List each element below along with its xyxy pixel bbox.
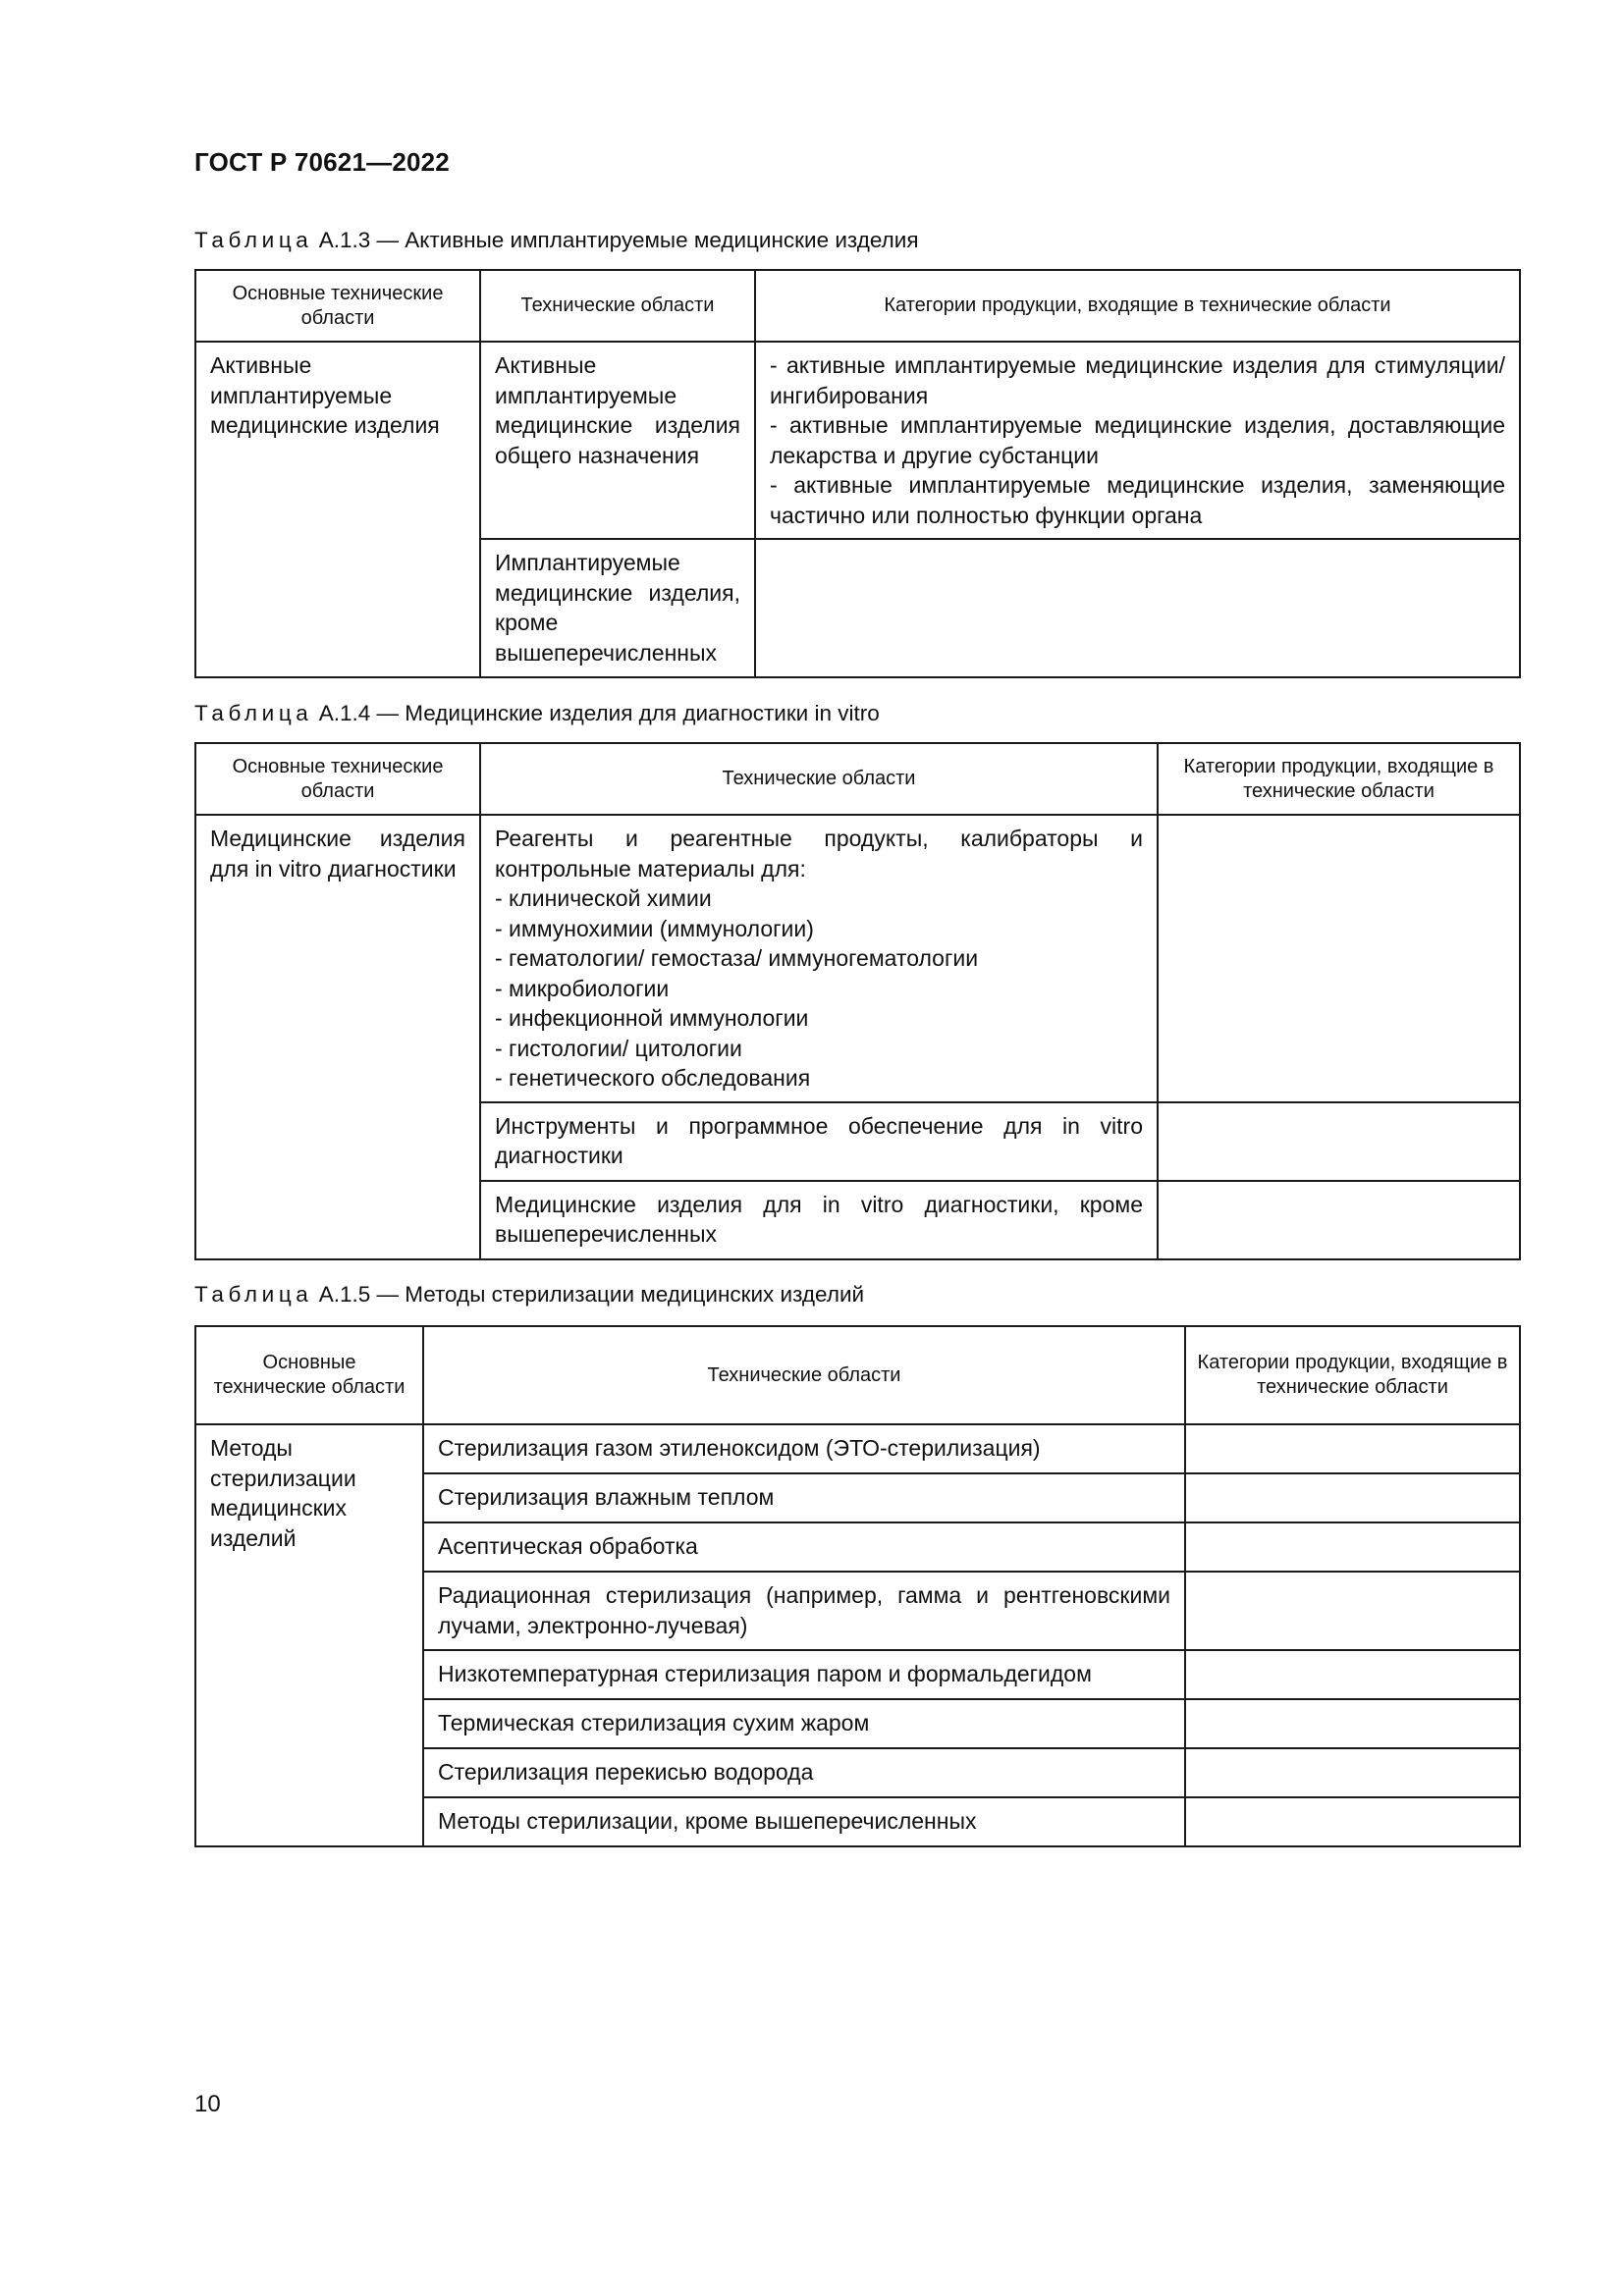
table-a15-row-area: Низкотемпературная стерилизация паром и формальдегидом bbox=[423, 1650, 1185, 1699]
table-a13-row-categories bbox=[755, 342, 1520, 539]
table-a15-row-area: Радиационная стерилизация (например, гамма и рентгеновскими лучами, электронно-лучевая) bbox=[423, 1572, 1185, 1650]
table-a15-row-categories-empty bbox=[1185, 1572, 1520, 1650]
table-a15-row-categories-empty bbox=[1185, 1699, 1520, 1748]
table-a14-row-categories-empty bbox=[1158, 1181, 1520, 1259]
table-a14 bbox=[194, 742, 1521, 1260]
table-a13-caption-prefix: Таблица bbox=[194, 228, 313, 252]
table-a13-category-item: - активные имплантируемые медицинские изделия, доставляющие лекарства и другие субстанции bbox=[770, 412, 1505, 468]
table-a13-header-main-areas: Основные технические области bbox=[195, 270, 480, 342]
table-a14-main-area-cell: Медицинские изделия для in vitro диагностики bbox=[195, 815, 480, 1259]
table-a13-header-categories: Категории продукции, входящие в технические области bbox=[755, 270, 1520, 342]
table-a13-caption-text: А.1.3 — Активные имплантируемые медицинские изделия bbox=[318, 228, 919, 252]
table-a14-caption-prefix: Таблица bbox=[194, 701, 313, 725]
table-a15-main-area-cell: Методы стерилизации медицинских изделий bbox=[195, 1424, 423, 1846]
table-a15-caption-text: А.1.5 — Методы стерилизации медицинских изделий bbox=[318, 1282, 865, 1307]
table-a15-caption bbox=[194, 1282, 864, 1308]
table-a13-category-item: - активные имплантируемые медицинские изделия, заменяющие частично или полностью функции органа bbox=[770, 472, 1505, 528]
table-a13 bbox=[194, 269, 1521, 678]
table-a13-row-categories-empty bbox=[755, 539, 1520, 677]
table-a15-row-categories-empty bbox=[1185, 1522, 1520, 1572]
table-a14-area-line: - гистологии/ цитологии bbox=[495, 1035, 742, 1061]
table-a15 bbox=[194, 1325, 1521, 1847]
table-a14-area-line: - иммунохимии (иммунологии) bbox=[495, 915, 814, 941]
table-a14-caption-text: А.1.4 — Медицинские изделия для диагностики in vitro bbox=[318, 701, 880, 725]
table-a13-caption bbox=[194, 228, 919, 253]
table-a13-main-area-cell: Активные имплантируемые медицинские изделия bbox=[195, 342, 480, 677]
table-a14-area-line: - инфекционной иммунологии bbox=[495, 1005, 809, 1031]
table-a15-row-categories-empty bbox=[1185, 1650, 1520, 1699]
table-a14-row-area bbox=[480, 815, 1158, 1102]
table-a14-header-main-areas: Основные технические области bbox=[195, 743, 480, 815]
table-a13-category-item: - активные имплантируемые медицинские изделия для стимуляции/ингибирования bbox=[770, 352, 1505, 408]
table-a14-header-categories: Категории продукции, входящие в технические области bbox=[1158, 743, 1520, 815]
table-a14-area-line: - микробиологии bbox=[495, 975, 670, 1001]
table-a13-row-area: Имплантируемые медицинские изделия, кроме вышеперечисленных bbox=[480, 539, 755, 677]
table-a15-row-area: Методы стерилизации, кроме вышеперечисленных bbox=[423, 1797, 1185, 1846]
table-a14-header-tech-areas: Технические области bbox=[480, 743, 1158, 815]
document-standard-header: ГОСТ Р 70621—2022 bbox=[194, 147, 450, 177]
table-a13-header-tech-areas: Технические области bbox=[480, 270, 755, 342]
table-a14-caption bbox=[194, 701, 880, 726]
table-a15-row-categories-empty bbox=[1185, 1473, 1520, 1522]
table-a14-area-line: - клинической химии bbox=[495, 885, 712, 911]
table-a15-row-categories-empty bbox=[1185, 1748, 1520, 1797]
table-a14-row-categories-empty bbox=[1158, 815, 1520, 1102]
table-a14-area-line: - генетического обследования bbox=[495, 1065, 811, 1091]
table-a14-row-area: Инструменты и программное обеспечение для in vitro диагностики bbox=[480, 1102, 1158, 1181]
table-a15-header-tech-areas: Технические области bbox=[423, 1326, 1185, 1424]
table-a15-row-area: Термическая стерилизация сухим жаром bbox=[423, 1699, 1185, 1748]
table-a15-header-main-areas: Основные технические области bbox=[195, 1326, 423, 1424]
table-a15-row-area: Стерилизация перекисью водорода bbox=[423, 1748, 1185, 1797]
table-a15-row-categories-empty bbox=[1185, 1797, 1520, 1846]
page-number: 10 bbox=[194, 2091, 221, 2117]
table-a15-row-area: Стерилизация влажным теплом bbox=[423, 1473, 1185, 1522]
table-a14-row-categories-empty bbox=[1158, 1102, 1520, 1181]
table-a14-row-area: Медицинские изделия для in vitro диагностики, кроме вышеперечисленных bbox=[480, 1181, 1158, 1259]
table-a13-row-area: Активные имплантируемые медицинские изделия общего назначения bbox=[480, 342, 755, 539]
table-a15-row-categories-empty bbox=[1185, 1424, 1520, 1473]
table-a14-area-line: - гематологии/ гемостаза/ иммуногематологии bbox=[495, 945, 979, 971]
table-a14-area-line: Реагенты и реагентные продукты, калибраторы и контрольные материалы для: bbox=[495, 826, 1143, 881]
table-a15-row-area: Асептическая обработка bbox=[423, 1522, 1185, 1572]
table-a15-row-area: Стерилизация газом этиленоксидом (ЭТО-стерилизация) bbox=[423, 1424, 1185, 1473]
table-a15-header-categories: Категории продукции, входящие в технические области bbox=[1185, 1326, 1520, 1424]
table-a15-caption-prefix: Таблица bbox=[194, 1282, 313, 1307]
